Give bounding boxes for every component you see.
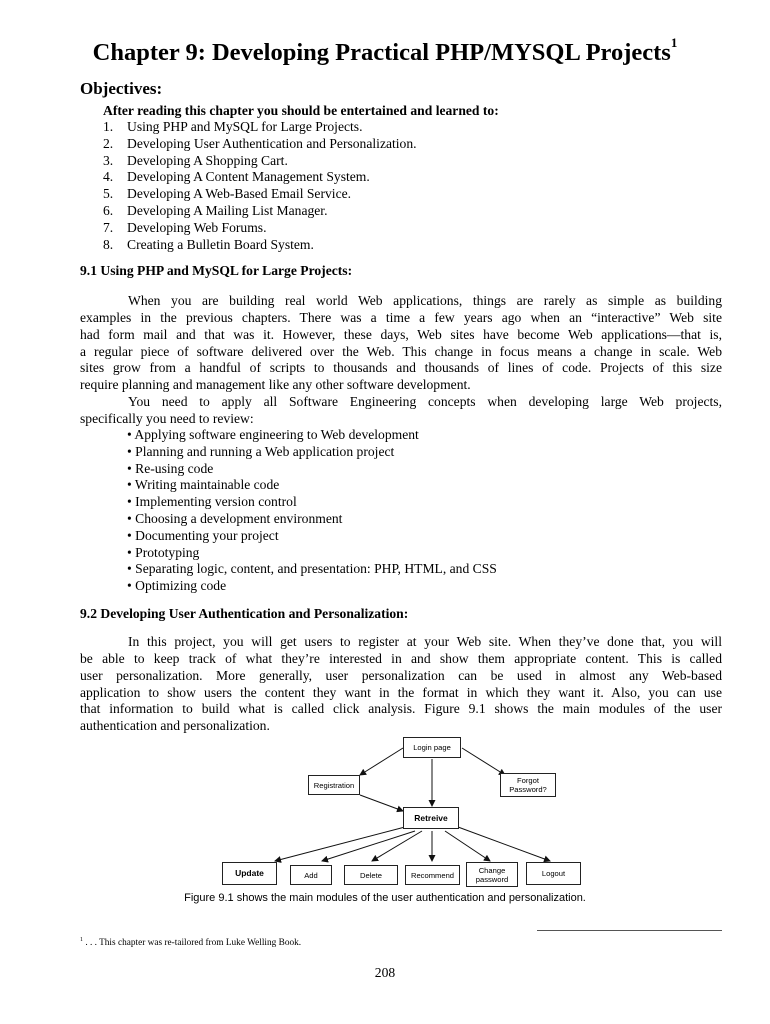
- section-9-1-paragraph-2: [80, 394, 722, 428]
- objective-number: 8.: [103, 236, 114, 252]
- footnote: [80, 937, 301, 948]
- chapter-title-text: Chapter 9: Developing Practical PHP/MYSQL Projects: [92, 39, 671, 67]
- text-line: authentication and personalization.: [80, 718, 270, 734]
- retreive-box: Retreive: [403, 807, 459, 829]
- arrow-retreive-change: [445, 831, 490, 861]
- text-line: that information to build what is called click analysis. Figure 9.1 shows the main modules of the user: [80, 701, 722, 717]
- objective-number: 5.: [103, 186, 114, 202]
- bullet-item: • Planning and running a Web application project: [127, 443, 395, 459]
- text-line: When you are building real world Web applications, things are rarely as simple as building: [128, 293, 722, 308]
- objective-number: 2.: [103, 135, 114, 151]
- review-bullet-list: [127, 427, 497, 595]
- bullet-item: • Documenting your project: [127, 527, 279, 543]
- objective-item: [103, 186, 417, 203]
- text-line: be able to keep track of what they’re interested in and show them appropriate content. This is called: [80, 650, 722, 666]
- arrow-retreive-logout: [458, 827, 550, 861]
- objective-item: [103, 220, 417, 237]
- objective-item: [103, 237, 417, 254]
- objective-number: 6.: [103, 202, 114, 218]
- objective-text: Developing A Web-Based Email Service.: [127, 186, 352, 202]
- section-9-1-heading: 9.1 Using PHP and MySQL for Large Projects:: [80, 263, 353, 278]
- text-line: sites grow from a handful of scripts to thousands and thousands of lines of code. Projects of this size: [80, 360, 722, 376]
- objective-item: [103, 136, 417, 153]
- arrow-login-forgot: [462, 748, 505, 775]
- logout-box: Logout: [526, 862, 581, 885]
- add-box: Add: [290, 865, 332, 885]
- footnote-mark: 1: [80, 937, 83, 943]
- objective-item: [103, 203, 417, 220]
- text-line: require planning and management like any other software development.: [80, 377, 471, 393]
- arrow-registration-retreive: [360, 795, 403, 811]
- objective-text: Developing A Content Management System.: [127, 169, 370, 185]
- bullet-item: • Choosing a development environment: [127, 510, 343, 526]
- footnote-reference: 1: [670, 35, 678, 50]
- arrow-retreive-delete: [372, 831, 422, 861]
- objective-number: 1.: [103, 119, 114, 134]
- bullet-item: • Implementing version control: [127, 494, 297, 510]
- objective-item: [103, 169, 417, 186]
- module-diagram: [200, 735, 580, 895]
- objective-number: 3.: [103, 152, 114, 168]
- bullet-item: • Re-using code: [127, 460, 214, 476]
- text-line: You need to apply all Software Engineering concepts when developing large Web projects,: [128, 394, 722, 409]
- bullet-item: • Applying software engineering to Web development: [127, 427, 419, 442]
- forgot-password-box: Forgot Password?: [500, 773, 556, 797]
- figure-caption: Figure 9.1 shows the main modules of the user authentication and personalization.: [184, 892, 586, 904]
- bullet-item: • Writing maintainable code: [127, 477, 280, 493]
- page-number: 208: [374, 965, 396, 980]
- objective-number: 4.: [103, 169, 114, 185]
- arrow-retreive-update: [275, 827, 405, 861]
- section-9-2-heading: 9.2 Developing User Authentication and Personalization:: [80, 606, 409, 621]
- bullet-item: • Prototyping: [127, 544, 200, 560]
- delete-box: Delete: [344, 865, 398, 885]
- footnote-text: . . . This chapter was re-tailored from Luke Welling Book.: [85, 938, 302, 949]
- recommend-box: Recommend: [405, 865, 460, 885]
- text-line: examples in the previous chapters. There was a time a few years ago when an “interactive” Web site: [80, 309, 722, 325]
- text-line: specifically you need to review:: [80, 410, 254, 426]
- objective-text: Using PHP and MySQL for Large Projects.: [127, 119, 363, 134]
- section-9-1-paragraph-1: [80, 293, 722, 394]
- text-line: user personalization. More generally, user personalization can be used in almost any Web-based: [80, 667, 722, 683]
- objective-number: 7.: [103, 219, 114, 235]
- arrow-login-registration: [360, 748, 403, 775]
- text-line: application to show users the content they want in the format in which they want it. Also, you can use: [80, 684, 722, 700]
- objective-item: [103, 153, 417, 170]
- objective-item: [103, 119, 417, 136]
- bullet-item: • Separating logic, content, and presentation: PHP, HTML, and CSS: [127, 561, 497, 577]
- section-9-2-paragraph: [80, 634, 722, 735]
- registration-box: Registration: [308, 775, 360, 795]
- bullet-item: • Optimizing code: [127, 578, 227, 594]
- objective-text: Developing User Authentication and Personalization.: [127, 135, 417, 151]
- text-line: had form mail and that was it. However, these days, Web sites have become Web applications—that is,: [80, 326, 722, 342]
- objectives-heading: Objectives:: [80, 79, 163, 98]
- objectives-intro: After reading this chapter you should be entertained and learned to:: [103, 103, 499, 118]
- objective-text: Creating a Bulletin Board System.: [127, 236, 314, 252]
- chapter-title: [0, 30, 770, 70]
- text-line: In this project, you will get users to register at your Web site. When they’ve done that, you will: [128, 634, 722, 649]
- change-password-box: Change password: [466, 862, 518, 887]
- text-line: a regular piece of software delivered over the Web. This change in focus means a change in scale. Web: [80, 343, 722, 359]
- objective-text: Developing Web Forums.: [127, 219, 267, 235]
- login-page-box: Login page: [403, 737, 461, 758]
- footnote-divider: [537, 930, 722, 931]
- objective-text: Developing A Shopping Cart.: [127, 152, 288, 168]
- objective-text: Developing A Mailing List Manager.: [127, 202, 328, 218]
- update-box: Update: [222, 862, 277, 885]
- objectives-list: [103, 119, 417, 253]
- arrow-retreive-add: [322, 831, 415, 861]
